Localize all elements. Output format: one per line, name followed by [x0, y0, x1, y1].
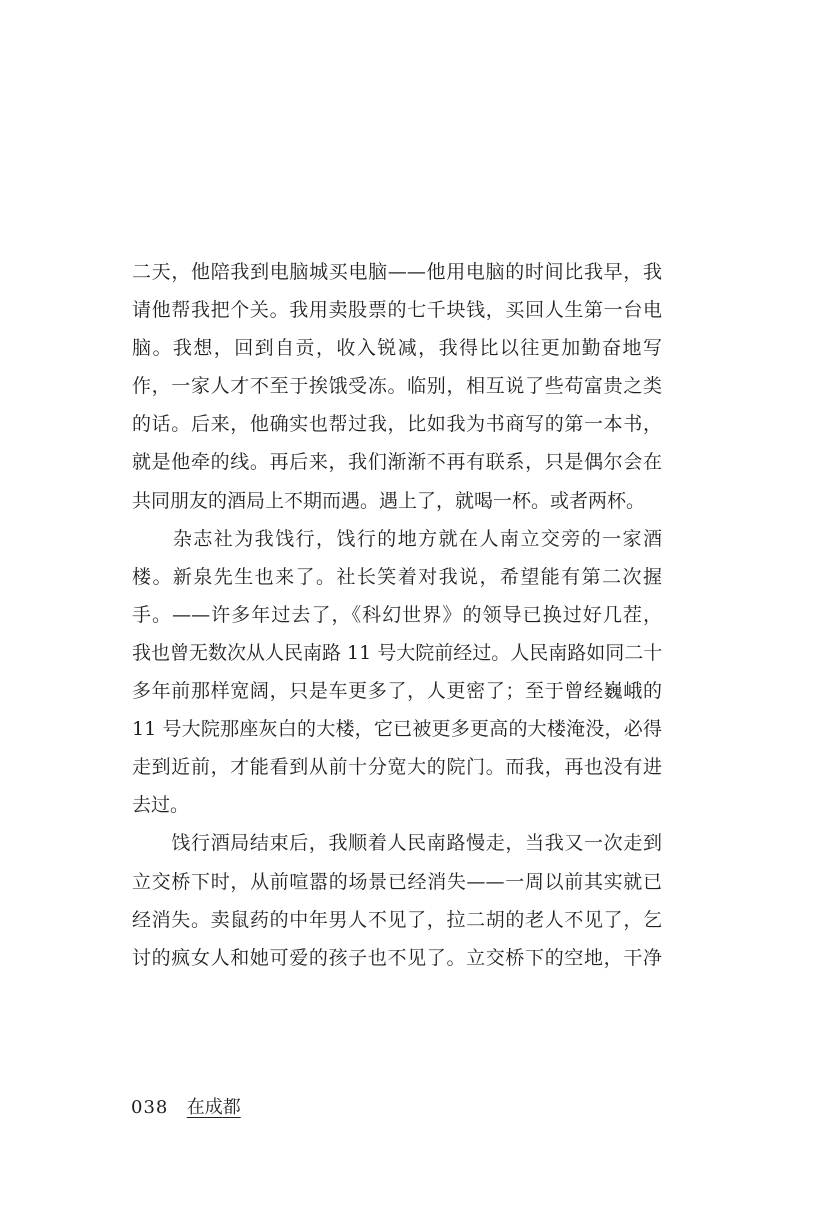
body-text: [132, 253, 662, 977]
text-line: 二天，他陪我到电脑城买电脑——他用电脑的时间比我早，我: [132, 261, 662, 283]
text-line: 楼。新泉先生也来了。社长笑着对我说，希望能有第二次握: [132, 565, 662, 588]
text-line: 去过。: [132, 794, 190, 817]
text-line: 讨的疯女人和她可爱的孩子也不见了。立交桥下的空地，干净: [132, 946, 662, 969]
text-line: 的话。后来，他确实也帮过我，比如我为书商写的第一本书，: [132, 413, 662, 436]
book-title: 在成都: [186, 1097, 241, 1118]
text-line: 就是他牵的线。再后来，我们渐渐不再有联系，只是偶尔会在: [132, 451, 662, 474]
text-line: 作，一家人才不至于挨饿受冻。临别，相互说了些苟富贵之类: [132, 375, 662, 398]
text-line: 饯行酒局结束后，我顺着人民南路慢走，当我又一次走到: [132, 832, 662, 855]
text-line: 手。——许多年过去了，《科幻世界》的领导已换过好几茬，: [132, 603, 662, 626]
text-line: 请他帮我把个关。我用卖股票的七千块钱，买回人生第一台电: [132, 299, 662, 322]
text-line: 走到近前，才能看到从前十分宽大的院门。而我，再也没有进: [132, 756, 662, 779]
text-line: 立交桥下时，从前喧嚣的场景已经消失——一周以前其实就已: [132, 870, 662, 893]
page-number: 038: [131, 1097, 169, 1118]
text-line: 脑。我想，回到自贡，收入锐减，我得比以往更加勤奋地写: [132, 337, 662, 360]
page-footer: [131, 1094, 241, 1122]
text-line: 我也曾无数次从人民南路 11 号大院前经过。人民南路如同二十: [132, 641, 662, 664]
text-line: 共同朋友的酒局上不期而遇。遇上了，就喝一杯。或者两杯。: [132, 489, 646, 512]
text-line: 经消失。卖鼠药的中年男人不见了，拉二胡的老人不见了，乞: [132, 908, 662, 931]
text-line: 多年前那样宽阔，只是车更多了，人更密了；至于曾经巍峨的: [132, 680, 662, 703]
text-line: 11 号大院那座灰白的大楼，它已被更多更高的大楼淹没，必得: [132, 718, 662, 741]
text-line: 杂志社为我饯行，饯行的地方就在人南立交旁的一家酒: [132, 527, 662, 550]
